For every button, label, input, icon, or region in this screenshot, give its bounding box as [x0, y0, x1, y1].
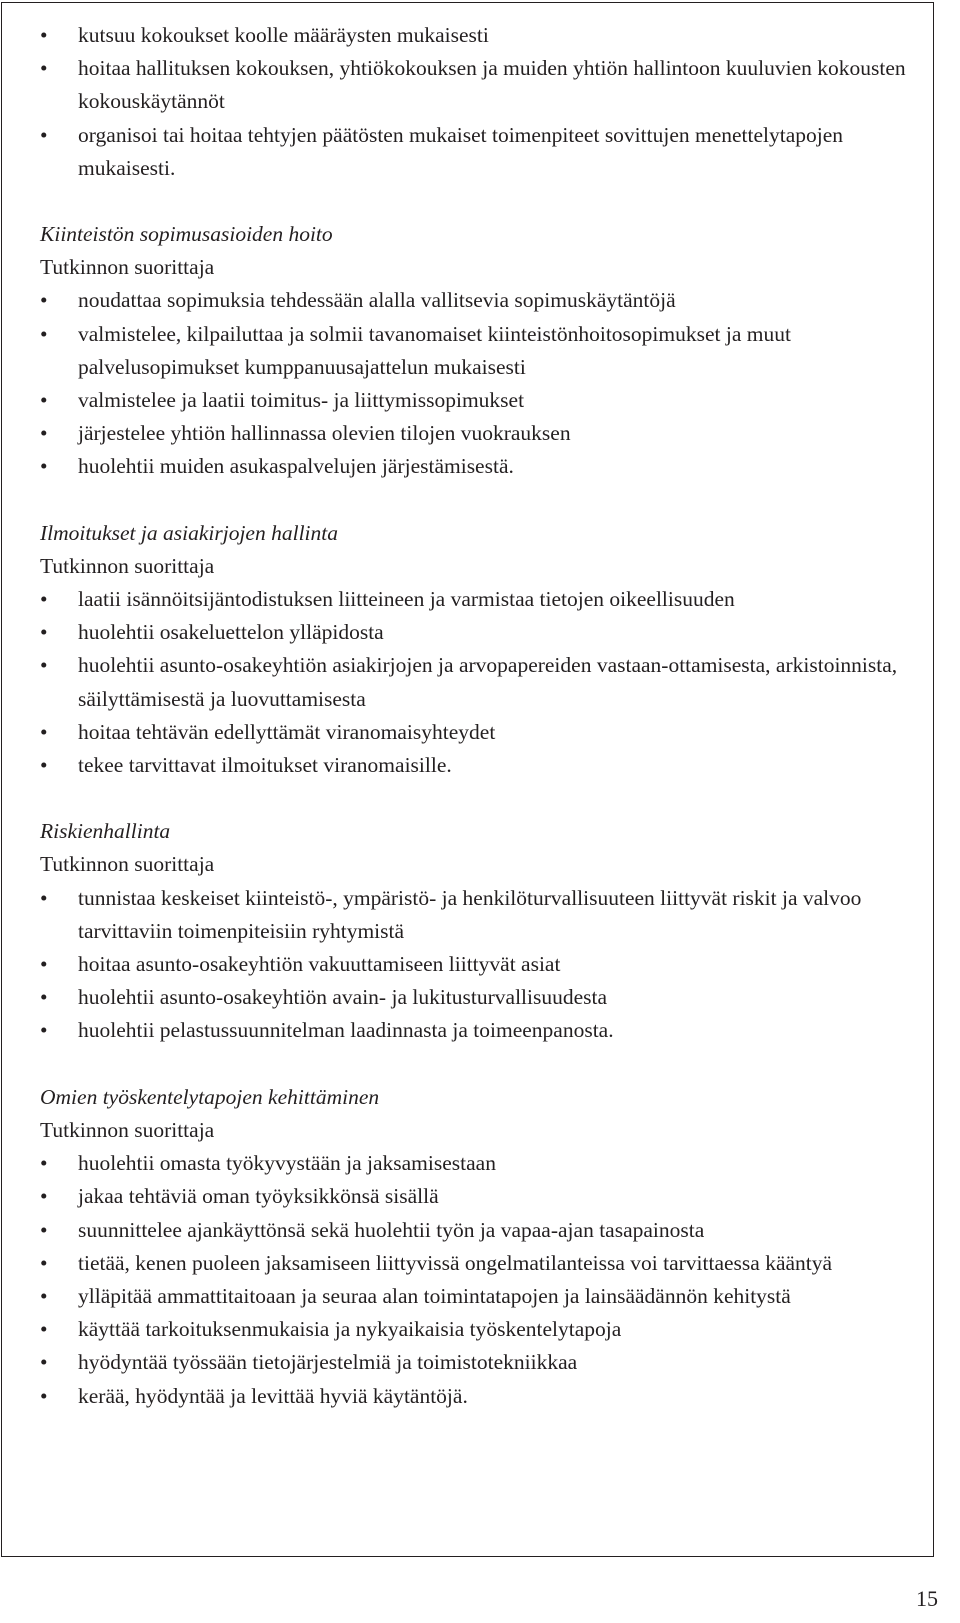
section-list [40, 583, 930, 782]
list-item [40, 948, 930, 981]
bullet-icon: • [40, 1283, 48, 1308]
section-list [40, 1147, 930, 1413]
list-item [40, 384, 930, 417]
bullet-icon: • [40, 653, 48, 678]
list-item-text: huolehtii asunto-osakeyhtiön asiakirjojen ja arvopapereiden vastaan-ottamisesta, arkistoinnista, säilyttämisestä ja luovuttamisesta [78, 653, 898, 711]
list-item [40, 1214, 930, 1247]
bullet-icon: • [40, 1317, 48, 1342]
list-item-text: hoitaa tehtävän edellyttämät viranomaisyhteydet [78, 719, 496, 744]
bullet-icon: • [40, 23, 48, 47]
list-item-text: suunnittelee ajankäyttönsä sekä huolehtii työn ja vapaa-ajan tasapainosta [78, 1217, 705, 1242]
list-item-text: huolehtii pelastussuunnitelman laadinnasta ja toimeenpanosta. [78, 1018, 614, 1043]
list-item [40, 119, 930, 185]
bullet-icon: • [40, 56, 48, 81]
list-item-text: huolehtii osakeluettelon ylläpidosta [78, 620, 384, 645]
bullet-icon: • [40, 1018, 48, 1043]
list-item-text: kutsuu kokoukset koolle määräysten mukaisesti [78, 23, 489, 47]
list-item-text: tekee tarvittavat ilmoitukset viranomaisille. [78, 753, 452, 778]
list-item-text: huolehtii omasta työkyvystään ja jaksamisestaan [78, 1151, 496, 1176]
content-frame [1, 2, 934, 1557]
bullet-icon: • [40, 1217, 48, 1242]
list-item [40, 716, 930, 749]
section-subtitle: Tutkinnon suorittaja [40, 255, 215, 280]
bullet-icon: • [40, 321, 48, 346]
list-item-text: huolehtii muiden asukaspalvelujen järjestämisestä. [78, 454, 514, 479]
list-item [40, 417, 930, 450]
list-item [40, 981, 930, 1014]
list-item [40, 882, 930, 948]
section-contracts [40, 218, 930, 484]
section-title: Ilmoitukset ja asiakirjojen hallinta [40, 520, 338, 545]
list-item [40, 1313, 930, 1346]
list-item-text: hoitaa asunto-osakeyhtiön vakuuttamiseen liittyvät asiat [78, 952, 561, 977]
page-number: 15 [916, 1586, 938, 1611]
bullet-icon: • [40, 1383, 48, 1408]
bullet-icon: • [40, 753, 48, 778]
section-title: Omien työskentelytapojen kehittäminen [40, 1084, 380, 1109]
section-risk [40, 815, 930, 1047]
list-item [40, 1346, 930, 1379]
section-subtitle: Tutkinnon suorittaja [40, 553, 215, 578]
list-item-text: valmistelee ja laatii toimitus- ja liittymissopimukset [78, 388, 525, 413]
intro-list [40, 19, 930, 185]
list-item [40, 649, 930, 715]
section-work-methods [40, 1081, 930, 1413]
list-item [40, 1147, 930, 1180]
list-item-text: hyödyntää työssään tietojärjestelmiä ja toimistotekniikkaa [78, 1350, 578, 1375]
list-item-text: jakaa tehtäviä oman työyksikkönsä sisällä [78, 1184, 439, 1209]
list-item-text: organisoi tai hoitaa tehtyjen päätösten mukaiset toimenpiteet sovittujen menettelytapojen mukaisesti. [78, 122, 844, 180]
list-item-text: tunnistaa keskeiset kiinteistö-, ympäristö- ja henkilöturvallisuuteen liittyvät riskit ja valvoo tarvittaviin toimenpiteisiin ryhtymistä [78, 885, 862, 943]
bullet-icon: • [40, 454, 48, 479]
section-title: Kiinteistön sopimusasioiden hoito [40, 222, 333, 247]
list-item [40, 1280, 930, 1313]
list-item [40, 1247, 930, 1280]
list-item [40, 1014, 930, 1047]
list-item [40, 318, 930, 384]
list-item-text: noudattaa sopimuksia tehdessään alalla vallitsevia sopimuskäytäntöjä [78, 288, 676, 313]
section-list [40, 284, 930, 483]
bullet-icon: • [40, 1151, 48, 1176]
bullet-icon: • [40, 985, 48, 1010]
bullet-icon: • [40, 388, 48, 413]
bullet-icon: • [40, 288, 48, 313]
list-item [40, 19, 930, 52]
list-item-text: laatii isännöitsijäntodistuksen liitteineen ja varmistaa tietojen oikeellisuuden [78, 587, 735, 612]
list-item [40, 284, 930, 317]
content [40, 19, 930, 1413]
list-item [40, 450, 930, 483]
bullet-icon: • [40, 421, 48, 446]
section-list [40, 882, 930, 1048]
list-item-text: käyttää tarkoituksenmukaisia ja nykyaikaisia työskentelytapoja [78, 1317, 622, 1342]
section-title: Riskienhallinta [40, 819, 171, 844]
section-notices [40, 517, 930, 783]
bullet-icon: • [40, 1350, 48, 1375]
list-item [40, 1380, 930, 1413]
list-item [40, 1180, 930, 1213]
list-item-text: huolehtii asunto-osakeyhtiön avain- ja lukitusturvallisuudesta [78, 985, 608, 1010]
bullet-icon: • [40, 1250, 48, 1275]
bullet-icon: • [40, 620, 48, 645]
list-item-text: valmistelee, kilpailuttaa ja solmii tavanomaiset kiinteistönhoitosopimukset ja muut palvelusopimukset kumppanuusajattelun mukaisesti [78, 321, 791, 379]
list-item-text: järjestelee yhtiön hallinnassa olevien tilojen vuokrauksen [78, 421, 571, 446]
list-item [40, 749, 930, 782]
list-item-text: ylläpitää ammattitaitoaan ja seuraa alan toimintatapojen ja lainsäädännön kehitystä [78, 1283, 791, 1308]
list-item [40, 583, 930, 616]
bullet-icon: • [40, 719, 48, 744]
section-subtitle: Tutkinnon suorittaja [40, 1117, 215, 1142]
bullet-icon: • [40, 885, 48, 910]
list-item-text: kerää, hyödyntää ja levittää hyviä käytäntöjä. [78, 1383, 468, 1408]
bullet-icon: • [40, 1184, 48, 1209]
bullet-icon: • [40, 587, 48, 612]
list-item-text: tietää, kenen puoleen jaksamiseen liittyvissä ongelmatilanteissa voi tarvittaessa kääntyä [78, 1250, 833, 1275]
bullet-icon: • [40, 122, 48, 147]
list-item [40, 616, 930, 649]
section-subtitle: Tutkinnon suorittaja [40, 852, 215, 877]
list-item [40, 52, 930, 118]
bullet-icon: • [40, 952, 48, 977]
list-item-text: hoitaa hallituksen kokouksen, yhtiökokouksen ja muiden yhtiön hallintoon kuuluvien kokousten kokouskäytännöt [78, 56, 906, 114]
